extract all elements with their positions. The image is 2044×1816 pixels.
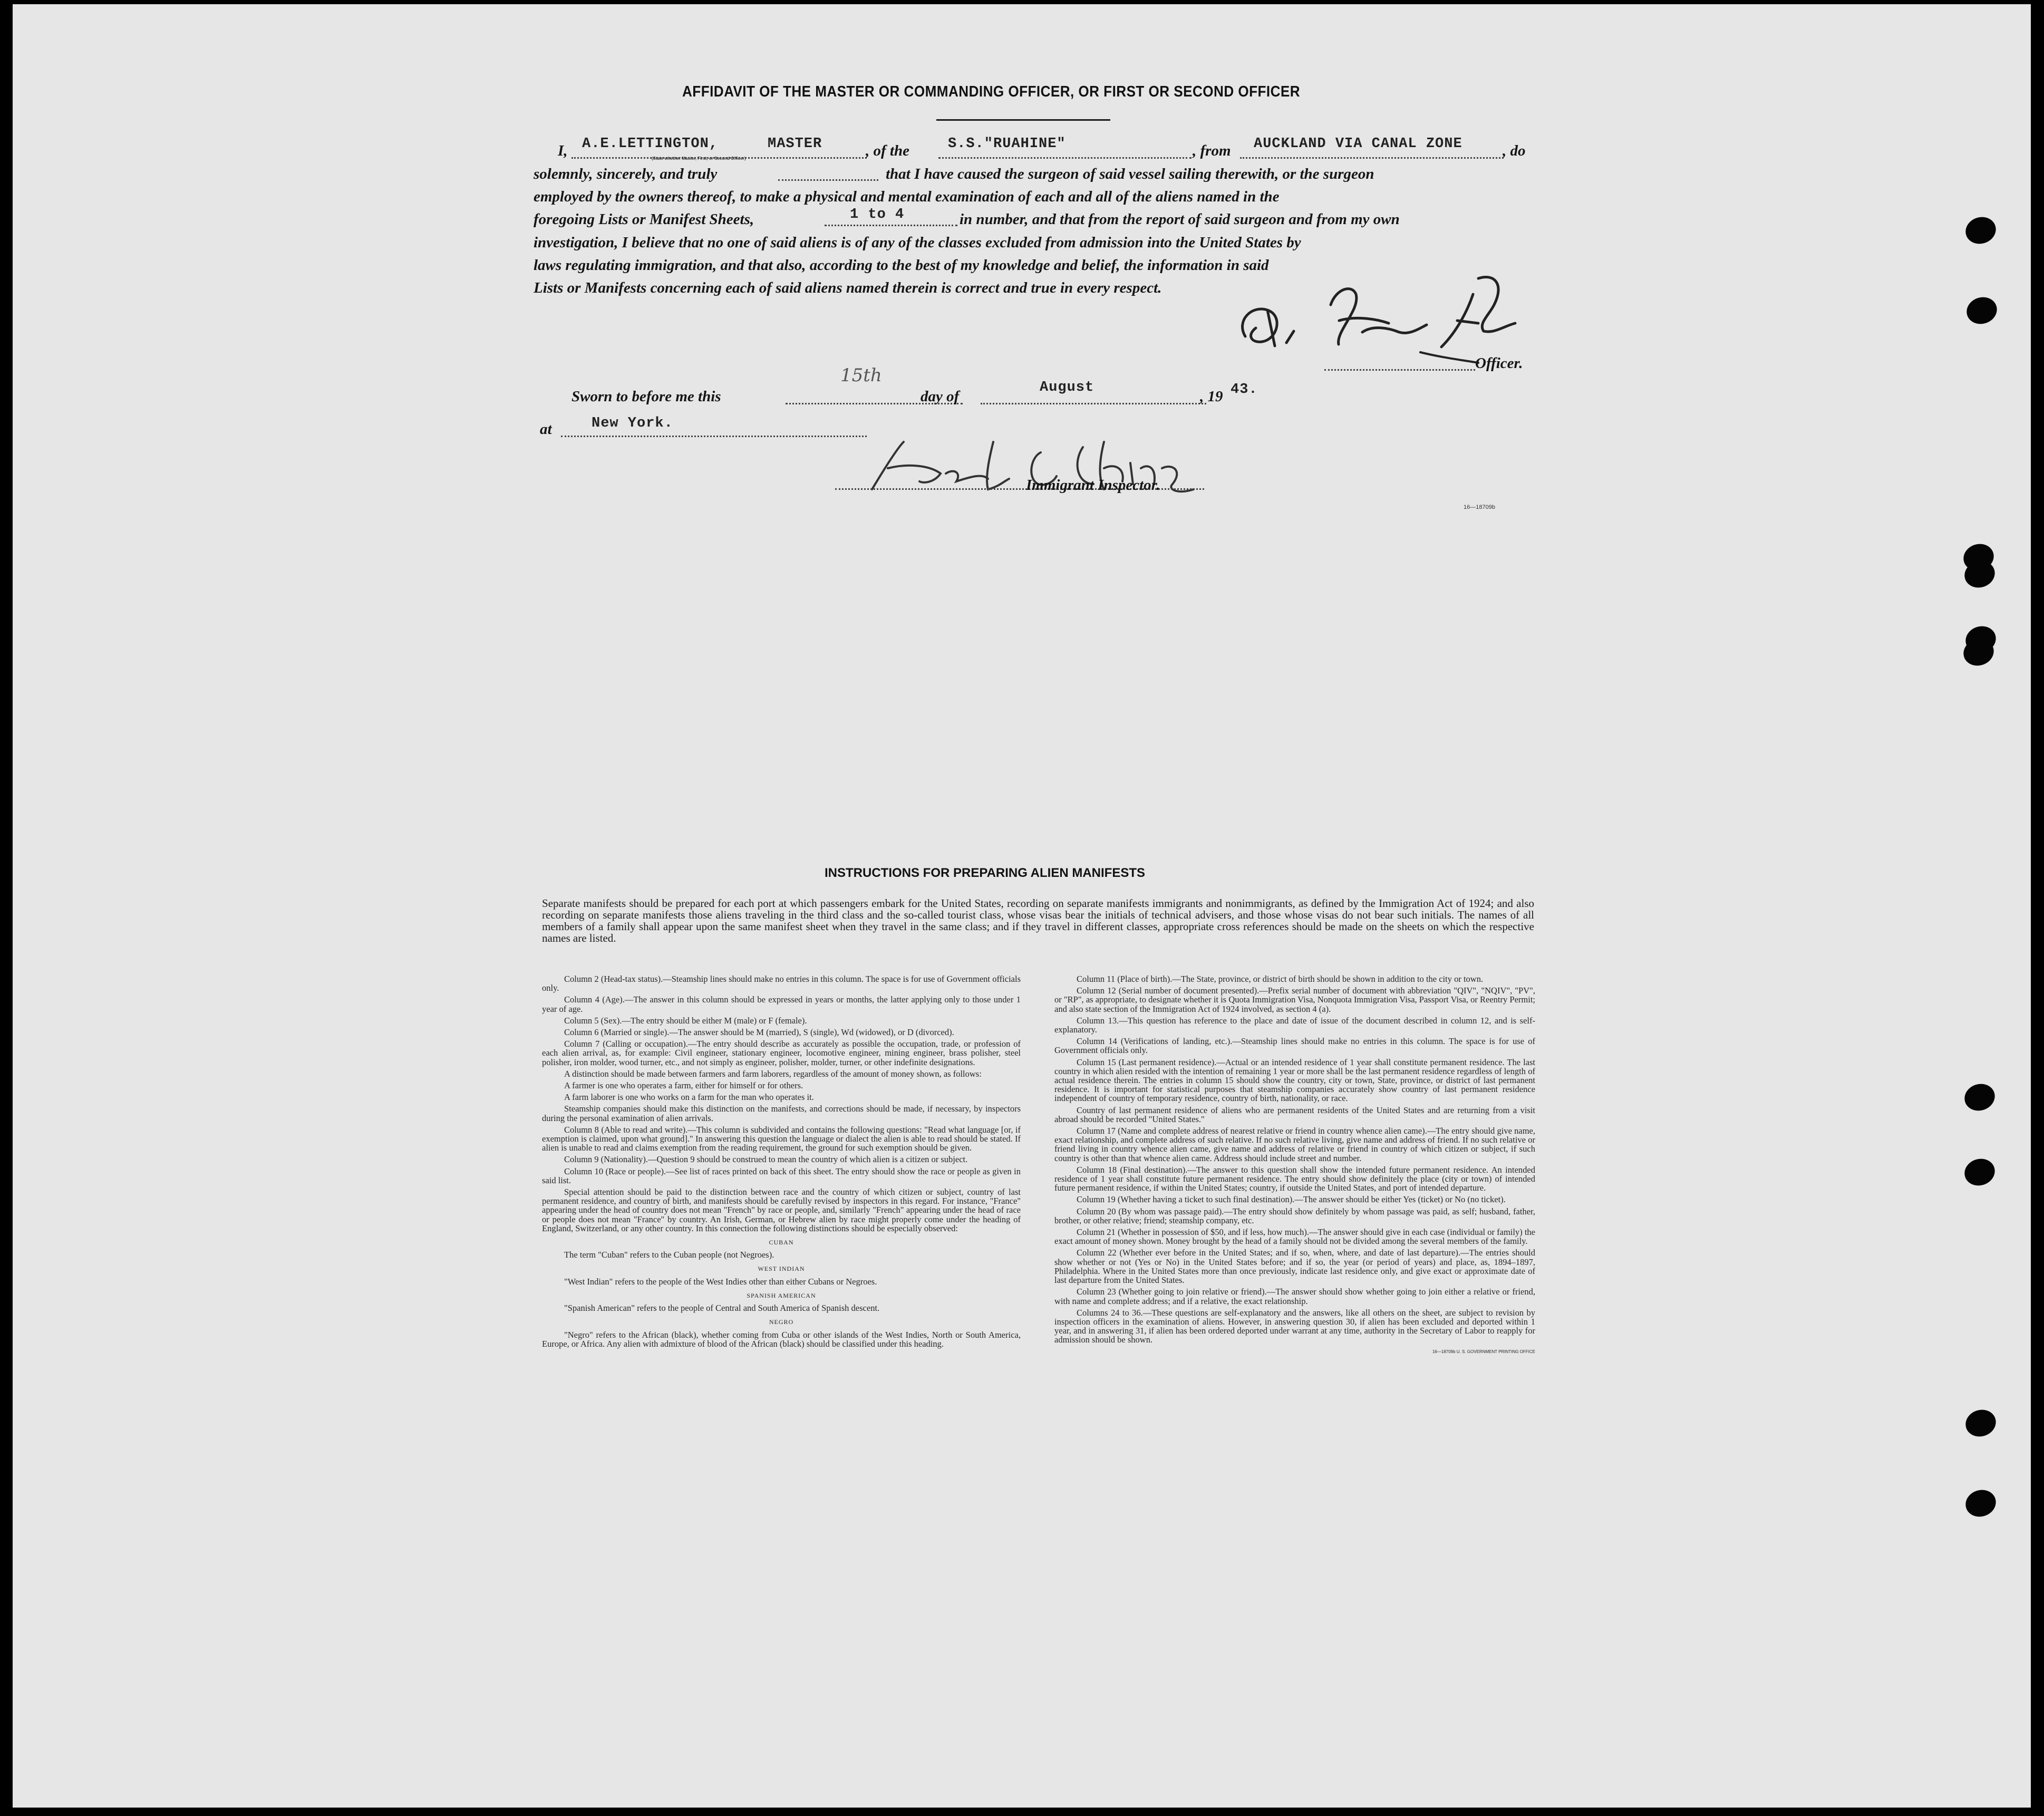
do-label: , do	[1503, 142, 1526, 159]
col7-text: Column 7 (Calling or occupation).—The entry should describe as accurately as possible the occupation, trade, or profession of each alien arrival, as, for example: Civil engineer, stationary engineer, locomotive engineer, mining engineer, brass polisher, steel polisher, iron molder, wood turner, etc., and not simply as engineer, polisher, molder, turner, or other indefinite designations.	[542, 1039, 1021, 1067]
punch-hole	[1962, 1406, 2000, 1440]
punch-hole	[1961, 1155, 1999, 1189]
col6-text: Column 6 (Married or single).—The answer should be M (married), S (single), Wd (widowed), or D (divorced).	[564, 1027, 954, 1038]
col11-text: Column 11 (Place of birth).—The State, province, or district of birth should be shown in addition to the city or town.	[1077, 974, 1484, 984]
year-prefix: , 19	[1200, 388, 1223, 405]
port-from: AUCKLAND VIA CANAL ZONE	[1254, 136, 1462, 152]
affidavit-line6: laws regulating immigration, and that also, according to the best of my knowledge and belief, the information in said	[534, 257, 1269, 274]
punch-hole	[1963, 293, 2001, 327]
form-number: 16—18709b	[1464, 504, 1495, 510]
affidavit-line2a: solemnly, sincerely, and truly	[534, 166, 718, 182]
officer-signature-line	[1324, 369, 1475, 371]
col17-text: Column 17 (Name and complete address of nearest relative or friend in country whence alien came).—The entry should give name, exact relationship, and complete address of such relative. If no such relative living, give name and address of friend. If no such relative or friend living in country whence alien came, give name and address of relative or friend in country of which citizen or subject, if such country is other than that whence alien came. Address should include street and number.	[1054, 1126, 1535, 1163]
col12-text: Column 12 (Serial number of document presented).—Prefix serial number of document with abbreviation "QIV", "NQIV", "PV", or "RP", as appropriate, to designate whether it is Quota Immigration Visa, Nonquota Immigration Visa, Passport Visa, or Reentry Permit; and also state section of the Immigration Act of 1924 involved, as section 4 (a).	[1054, 986, 1535, 1014]
col10-text: Column 10 (Race or people).—See list of races printed on back of this sheet. The entry should show the race or people as given in said list.	[542, 1166, 1021, 1185]
cuban-text: The term "Cuban" refers to the Cuban people (not Negroes).	[564, 1250, 774, 1260]
negro-heading: NEGRO	[769, 1318, 794, 1326]
manifest-sheet	[13, 4, 2031, 1808]
sworn-day: 15th	[840, 365, 882, 386]
col14-text: Column 14 (Verifications of landing, etc.).—Steamship lines should make no entries in this column. The space is for use of Government officials only.	[1054, 1036, 1535, 1056]
officer-rank: MASTER	[768, 136, 822, 152]
col4-text: Column 4 (Age).—The answer in this column should be expressed in years or months, the latter applying only to those under 1 year of age.	[542, 994, 1021, 1014]
vessel-line	[938, 157, 1191, 159]
col18-text: Column 18 (Final destination).—The answer to this question shall show the intended future permanent residence. An intended residence of 1 year shall constitute future permanent residence. The entry should show definitely the place (city or town) of intended future permanent residence, if within the United States; country, if outside the United States, and port of intended departure.	[1054, 1164, 1535, 1193]
instructions-left-column	[542, 974, 1021, 1351]
col24-text: Columns 24 to 36.—These questions are self-explanatory and the answers, like all others on the sheet, are subject to revision by inspection officers in the examination of aliens. However, in answering question 30, if alien has been excluded and deported within 1 year, and in answering 31, if alien has been ordered deported under warrant at any time, authority in the Secretary of Labor to reapply for admission should be shown.	[1054, 1307, 1535, 1345]
col7e-text: Steamship companies should make this distinction on the manifests, and corrections should be made, if necessary, by inspectors during the personal examination of alien arrivals.	[542, 1104, 1021, 1123]
instructions-right-column	[1054, 974, 1535, 1359]
col7c-text: A farmer is one who operates a farm, either for himself or for others.	[564, 1080, 803, 1091]
punch-hole	[1962, 213, 2000, 247]
col7d-text: A farm laborer is one who works on a farm for the man who operates it.	[564, 1092, 814, 1103]
place-line	[561, 436, 867, 437]
col10b-text: Special attention should be paid to the distinction between race and the country of which citizen or subject, country of last permanent residence, and country of birth, and manifests should be carefully revised by inspectors in this regard. For instance, "France" appearing under the head of country does not mean "French" by race or people, and, similarly "French" appearing under the head of race or people does not mean "France" by country. An Irish, German, or Hebrew alien by race might properly come under the heading of England, Switzerland, or any other country. In this connection the following distinctions should be especially observed:	[542, 1187, 1021, 1233]
sworn-label: Sworn to before me this	[571, 388, 721, 405]
cuban-heading: CUBAN	[769, 1239, 794, 1247]
spanish-american-text: "Spanish American" refers to the people of Central and South America of Spanish descent.	[564, 1303, 880, 1313]
col15b-text: Country of last permanent residence of aliens who are permanent residents of the United States and are returning from a visit abroad should be recorded "United States."	[1054, 1105, 1535, 1124]
printing-footer: 16—18709b U. S. GOVERNMENT PRINTING OFFICE	[1432, 1349, 1535, 1354]
instructions-intro: Separate manifests should be prepared for each port at which passengers embark for the United States, recording on separate manifests immigrants and nonimmigrants, as defined by the Immigration Act of 1924; and also recording on separate manifests those aliens traveling in the third class and the so-called tourist class, whose visas bear the initials of technical advisers, and those whose visas do not bear such initials. The names of all members of a family shall appear upon the same manifest sheet when they travel in the same class; and if they travel in different classes, appropriate cross references should be made on the sheets on which the respective names are listed.	[542, 897, 1534, 944]
at-label: at	[540, 421, 552, 438]
col8-text: Column 8 (Able to read and write).—This column is subdivided and contains the following questions: "Read what language [or, if exemption is claimed, upon what ground]." In answering this question the language or dialect the alien is able to read should be stated. If alien is unable to read and claims exemption from the reading requirement, the ground for such exemption should be given.	[542, 1124, 1021, 1153]
year-suffix: 43.	[1231, 382, 1258, 398]
punch-hole	[1961, 1080, 1999, 1114]
col20-text: Column 20 (By whom was passage paid).—The entry should show definitely by whom passage was paid, as self; husband, father, brother, or other relative; friend; steamship company, etc.	[1054, 1206, 1535, 1225]
affidavit-line3: employed by the owners thereof, to make a physical and mental examination of each and all of the aliens named in the	[534, 188, 1280, 205]
west-indian-text: "West Indian" refers to the people of the West Indies other than either Cubans or Negroes.	[564, 1276, 877, 1287]
port-from-line	[1240, 157, 1504, 159]
instructions-title: INSTRUCTIONS FOR PREPARING ALIEN MANIFESTS	[825, 866, 1146, 880]
col7b-text: A distinction should be made between farmers and farm laborers, regardless of the amount of money shown, as follows:	[564, 1068, 982, 1079]
affidavit-line4a: foregoing Lists or Manifest Sheets,	[534, 211, 754, 228]
sheets-line	[825, 225, 957, 226]
affidavit-line5: investigation, I believe that no one of said aliens is of any of the classes excluded from admission into the United States by	[534, 234, 1301, 251]
oath-line	[778, 179, 878, 181]
col13-text: Column 13.—This question has reference to the place and date of issue of the document described in column 12, and is self-explanatory.	[1054, 1015, 1535, 1035]
negro-text: "Negro" refers to the African (black), whether coming from Cuba or other islands of the West Indies, North or South America, Europe, or Africa. Any alien with admixture of blood of the African (black) should be classified under this heading.	[542, 1329, 1021, 1349]
from-label: , from	[1193, 142, 1231, 159]
col19-text: Column 19 (Whether having a ticket to such final destination).—The answer should be either Yes (ticket) or No (no ticket).	[1077, 1194, 1506, 1205]
col23-text: Column 23 (Whether going to join relative or friend).—The answer should show whether going to join either a relative or friend, with name and complete address; and if a relative, the exact relationship.	[1054, 1287, 1535, 1306]
rank-note: (State whether Master, First, or Second Officer)	[652, 156, 746, 161]
sworn-month: August	[1040, 380, 1094, 395]
day-of-label: day of	[921, 388, 960, 405]
officer-signature	[1231, 273, 1526, 368]
affidavit-intro-i: I,	[558, 142, 568, 159]
officer-name: A.E.LETTINGTON,	[582, 136, 719, 152]
affidavit-line4b: in number, and that from the report of said surgeon and from my own	[960, 211, 1400, 228]
of-the-label: , of the	[866, 142, 909, 159]
affidavit-line7: Lists or Manifests concerning each of said aliens named therein is correct and true in every respect.	[534, 279, 1162, 296]
col21-text: Column 21 (Whether in possession of $50, and if less, how much).—The answer should give in each case (individual or family) the exact amount of money shown. Money brought by the head of a family should not be divided among the several members of the family.	[1054, 1227, 1535, 1247]
punch-hole	[1962, 1486, 2000, 1520]
col22-text: Column 22 (Whether ever before in the United States; and if so, when, where, and date of last departure).—The entries should show whether or not (Yes or No) in the United States before; and if so, the year (or period of years) and place, as, 1894–1897, Philadelphia. Where in the United States more than once previously, indicate last residence only, and give exact or approximate date of last departure from the United States.	[1054, 1248, 1535, 1286]
officer-label: Officer.	[1475, 355, 1523, 372]
col9-text: Column 9 (Nationality).—Question 9 should be construed to mean the country of which alien is a citizen or subject.	[564, 1154, 968, 1165]
inspector-label: Immigrant Inspector.	[1026, 477, 1160, 494]
sworn-place: New York.	[592, 416, 673, 431]
affidavit-title: AFFIDAVIT OF THE MASTER OR COMMANDING OFFICER, OR FIRST OR SECOND OFFICER	[682, 83, 1301, 100]
col15-text: Column 15 (Last permanent residence).—Actual or an intended residence of 1 year shall constitute permanent residence. The last country in which alien resided with the intention of remaining 1 year or more shall be the last permanent residence regardless of length of actual residence therein. The entries in column 15 should show the country, city or town, State, province, or district of last permanent residence. It is important for statistical purposes that steamship companies accurately show country of last permanent residence independent of country of temporary residence, country of birth, nationality, or race.	[1054, 1057, 1535, 1104]
affidavit-line2b: that I have caused the surgeon of said vessel sailing therewith, or the surgeon	[886, 166, 1374, 182]
month-line	[981, 403, 1206, 404]
west-indian-heading: WEST INDIAN	[758, 1265, 805, 1273]
sheets-range: 1 to 4	[850, 207, 905, 223]
vessel-name: S.S."RUAHINE"	[948, 136, 1066, 152]
title-rule	[936, 119, 1110, 121]
col2-text: Column 2 (Head-tax status).—Steamship lines should make no entries in this column. The space is for use of Government officials only.	[542, 974, 1021, 993]
col5-text: Column 5 (Sex).—The entry should be either M (male) or F (female).	[564, 1015, 807, 1026]
spanish-american-heading: SPANISH AMERICAN	[747, 1291, 816, 1299]
